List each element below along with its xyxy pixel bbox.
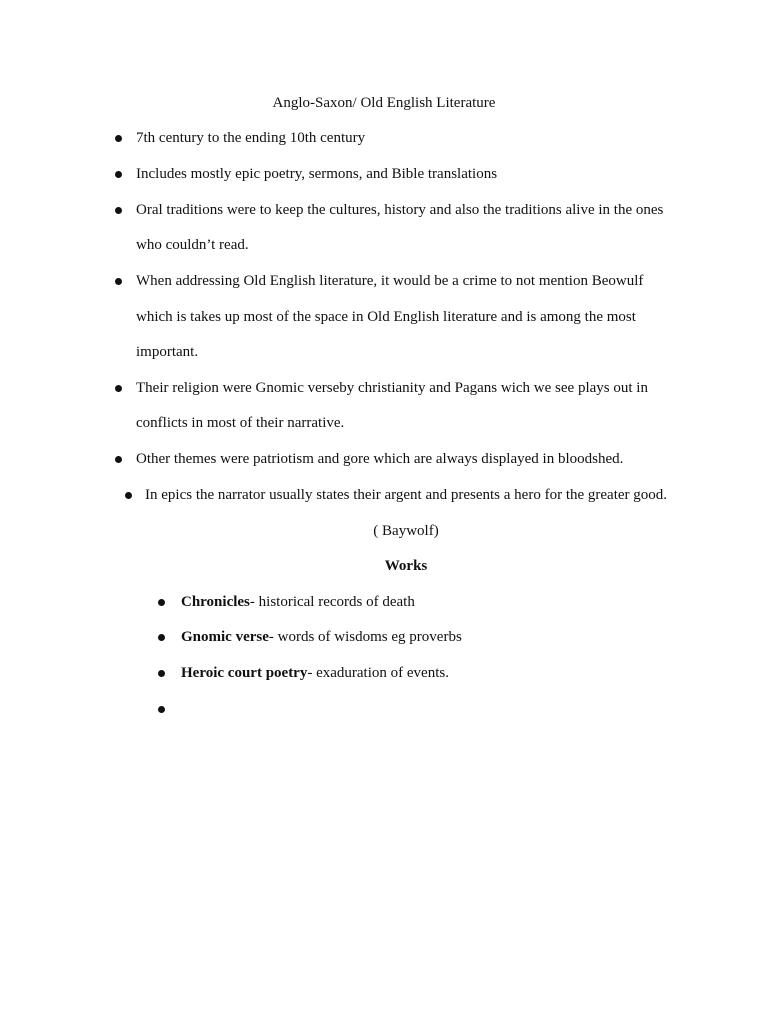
sub-bullet-dot [125, 492, 132, 499]
bullet-text-continued: important. [136, 344, 199, 360]
bullet-text: Other themes were patriotism and gore which are always displayed in bloodshed. [136, 451, 624, 467]
bullet-text: Oral traditions were to keep the cultures, history and also the traditions alive in the ones [136, 202, 664, 218]
bullet-dot [115, 171, 122, 178]
bullet-text: When addressing Old English literature, it would be a crime to not mention Beowulf [136, 273, 644, 289]
bullet-dot [115, 207, 122, 214]
bullet-dot [115, 456, 122, 463]
works-item [181, 591, 415, 613]
works-term: Chronicles [181, 594, 250, 610]
works-bullet-dot-empty [158, 706, 165, 713]
citation: ( Baywolf) [373, 523, 439, 539]
bullet-text-continued: who couldn’t read. [136, 237, 249, 253]
works-bullet-dot [158, 670, 165, 677]
works-bullet-dot [158, 599, 165, 606]
works-bullet-dot [158, 634, 165, 641]
bullet-text: 7th century to the ending 10th century [136, 130, 366, 146]
works-term: Gnomic verse [181, 629, 269, 645]
bullet-text: Includes mostly epic poetry, sermons, and Bible translations [136, 166, 498, 182]
document-title: Anglo-Saxon/ Old English Literature [272, 95, 496, 111]
works-item [181, 662, 449, 684]
bullet-text: Their religion were Gnomic verseby christianity and Pagans wich we see plays out in [136, 380, 648, 396]
bullet-text-continued: conflicts in most of their narrative. [136, 415, 345, 431]
works-desc: - exaduration of events. [307, 665, 449, 681]
works-desc: - words of wisdoms eg proverbs [268, 629, 462, 645]
works-desc: - historical records of death [249, 594, 415, 610]
works-heading: Works [384, 558, 428, 574]
bullet-dot [115, 385, 122, 392]
sub-bullet-text: In epics the narrator usually states their argent and presents a hero for the greater good. [145, 487, 668, 503]
works-item [181, 626, 462, 648]
bullet-text-continued: which is takes up most of the space in Old English literature and is among the most [136, 309, 636, 325]
works-term: Heroic court poetry [181, 665, 308, 681]
bullet-dot [115, 278, 122, 285]
bullet-dot [115, 135, 122, 142]
